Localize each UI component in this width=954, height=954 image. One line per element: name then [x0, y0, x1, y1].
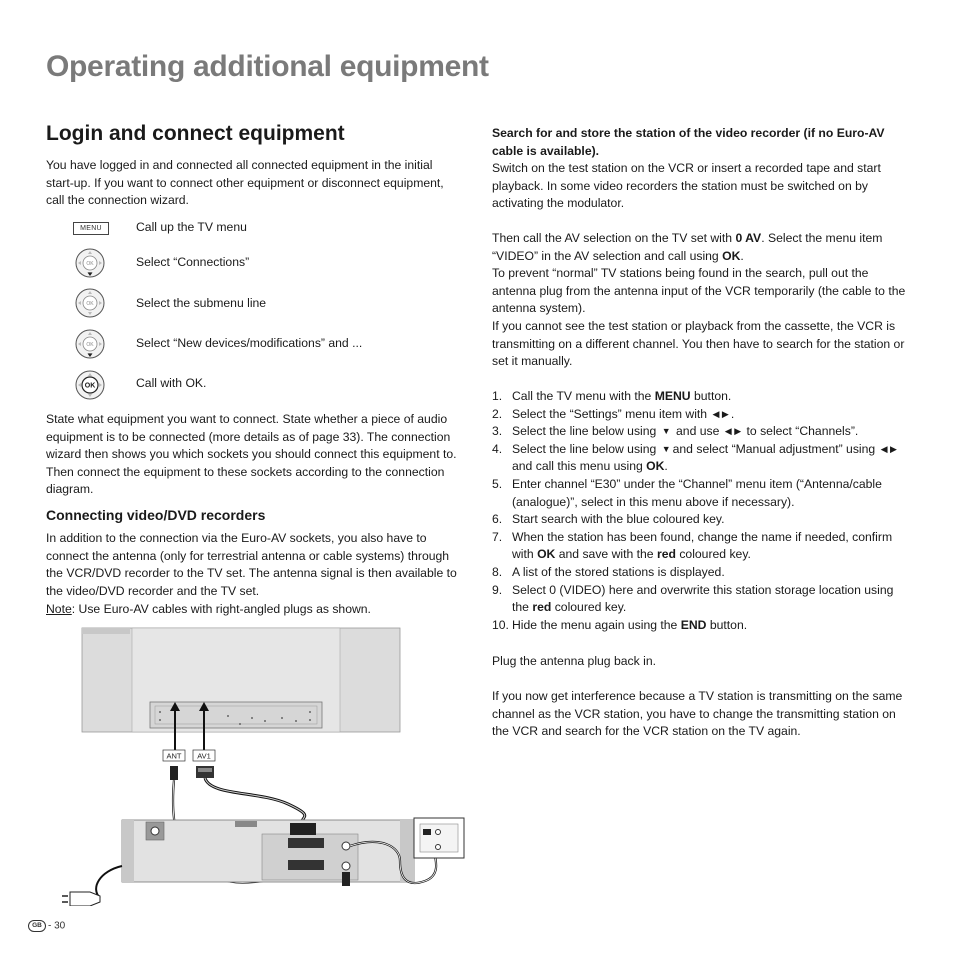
svg-text:OK: OK — [86, 342, 94, 348]
nav-pad-right-icon — [75, 288, 105, 318]
menu-key-icon: MENU — [73, 222, 109, 235]
step-text: Call with OK. — [136, 376, 207, 390]
ok-button-icon — [75, 370, 105, 400]
list-item — [492, 406, 912, 424]
right-paragraph-1: Switch on the test station on the VCR or insert a recorded tape and start playback. In some video recorders the station must be switched on by activating the modulator. — [492, 161, 881, 211]
right-paragraph-2 — [492, 230, 912, 265]
note-line — [46, 601, 371, 619]
step-number: 1. — [492, 389, 503, 403]
page-title: Operating additional equipment — [46, 50, 489, 83]
section-title: Login and connect equipment — [46, 122, 345, 145]
key-ok: OK — [722, 248, 741, 263]
intro-paragraph: You have logged in and connected all connected equipment in the initial start-up. If you want to connect other equipment or disconnect equipment, call the connection wizard. — [46, 158, 444, 208]
note-text: : Use Euro-AV cables with right-angled plugs as shown. — [71, 602, 371, 616]
text-span: and call this menu using — [512, 459, 647, 474]
down-arrow-icon: ▼ — [661, 443, 671, 454]
list-item — [492, 441, 912, 476]
key-menu: MENU — [654, 389, 691, 403]
svg-text:OK: OK — [86, 261, 94, 267]
text-span: and select “Manual adjustment” using — [672, 441, 876, 456]
key-red: red — [532, 600, 552, 615]
text-span: Start search with the blue coloured key. — [512, 512, 725, 527]
label-av1: AV1 — [197, 751, 211, 761]
connect-paragraph: In addition to the connection via the Euro-AV sockets, you also have to connect the antenna (only for terrestrial antenna or cable systems) through the VCR/DVD recorder to the TV set. The antenna signal is then available to the video/DVD recorder and the TV set. — [46, 531, 457, 598]
key-ok: OK — [537, 547, 556, 562]
text-span: and save with the — [555, 547, 657, 562]
step-number: 9. — [492, 582, 503, 597]
text-span: Call the TV menu with the — [512, 389, 655, 403]
list-item — [492, 511, 912, 529]
step-text: Select the submenu line — [136, 296, 267, 310]
left-right-arrows-icon: ◀ ▶ — [712, 408, 729, 419]
list-item — [492, 423, 912, 441]
text-span: Select the line below using — [512, 441, 657, 456]
right-paragraph-3: To prevent “normal” TV stations being found in the search, pull out the antenna plug from the antenna input of the VCR temporarily (the cable to the antenna system). — [492, 266, 906, 316]
list-item — [492, 388, 912, 406]
key-red: red — [656, 547, 676, 562]
text-span: to select “Channels”. — [746, 424, 859, 439]
state-paragraph: State what equipment you want to connect. State whether a piece of audio equipment is to be connected (more details as of page 33). The connection wizard then shows you which sockets you should connect this equipment to. Then connect the equipment to these sockets according to the connection diagram. — [46, 412, 457, 497]
text-span: Select the “Settings” menu item with — [512, 406, 708, 421]
key-0av: 0 AV — [735, 231, 762, 245]
right-paragraph-6: If you now get interference because a TV station is transmitting on the same channel as the VCR station, you have to change the transmitting station on the VCR and search for the VCR station on the TV again. — [492, 689, 903, 739]
list-item — [492, 564, 912, 582]
left-right-arrows-icon: ◀ ▶ — [724, 426, 742, 437]
text-span: . Select the menu item “VIDEO” in the AV selection and call using — [492, 231, 883, 263]
text-span: Select 0 (VIDEO) here and overwrite this station storage location using the — [512, 582, 894, 615]
label-ant: ANT — [166, 751, 182, 761]
connection-diagram — [60, 626, 470, 906]
text-span: . — [740, 248, 744, 263]
text-span: . — [664, 459, 668, 474]
svg-text:OK: OK — [84, 382, 96, 390]
step-text: Select “Connections” — [136, 255, 250, 269]
right-heading: Search for and store the station of the video recorder (if no Euro-AV cable is available). — [492, 126, 885, 158]
step-number: 4. — [492, 441, 503, 456]
nav-pad-down-icon — [75, 248, 105, 278]
text-span: and use — [676, 424, 720, 439]
country-badge: GB — [28, 920, 46, 932]
step-text: Select “New devices/modifications” and ... — [136, 336, 363, 350]
down-arrow-icon: ▼ — [661, 426, 671, 437]
text-span: Enter channel “E30” under the “Channel” menu item (“Antenna/cable (analogue)”, select in this menu above if necessary). — [512, 477, 882, 509]
text-span: Then call the AV selection on the TV set with — [492, 231, 736, 245]
text-span: Hide the menu again using the — [512, 617, 681, 632]
text-span: When the station has been found, change the name if needed, confirm with — [512, 529, 893, 562]
step-number: 6. — [492, 512, 503, 527]
step-number: 5. — [492, 477, 503, 492]
step-number: 8. — [492, 564, 503, 579]
text-span: Select the line below using — [512, 424, 657, 439]
key-end: END — [680, 617, 707, 632]
step-number: 10. — [492, 617, 509, 632]
nav-pad-down-icon — [75, 329, 105, 359]
list-item — [492, 582, 912, 617]
step-number: 3. — [492, 424, 503, 439]
text-span: coloured key. — [551, 600, 627, 615]
list-item — [492, 529, 912, 564]
list-item — [492, 476, 912, 511]
key-ok: OK — [646, 459, 665, 474]
left-right-arrows-icon: ◀ ▶ — [880, 443, 897, 454]
list-item — [492, 617, 912, 635]
text-span: . — [730, 406, 735, 421]
page-footer — [28, 920, 65, 932]
text-span: coloured key. — [675, 547, 751, 562]
step-text: Call up the TV menu — [136, 220, 247, 234]
text-span: A list of the stored stations is displayed. — [512, 564, 725, 579]
step-number: 7. — [492, 529, 503, 544]
right-paragraph-4: If you cannot see the test station or playback from the cassette, the VCR is transmitting on a different channel. You then have to search for the station or set it manually. — [492, 319, 905, 369]
note-label: Note — [46, 602, 72, 616]
text-span: button. — [690, 389, 732, 403]
right-paragraph-5: Plug the antenna plug back in. — [492, 654, 656, 668]
subheading: Connecting video/DVD recorders — [46, 507, 266, 523]
svg-text:OK: OK — [86, 301, 94, 307]
page-number: - 30 — [48, 920, 66, 932]
text-span: button. — [706, 617, 748, 632]
steps-list — [492, 388, 912, 634]
step-number: 2. — [492, 406, 503, 421]
